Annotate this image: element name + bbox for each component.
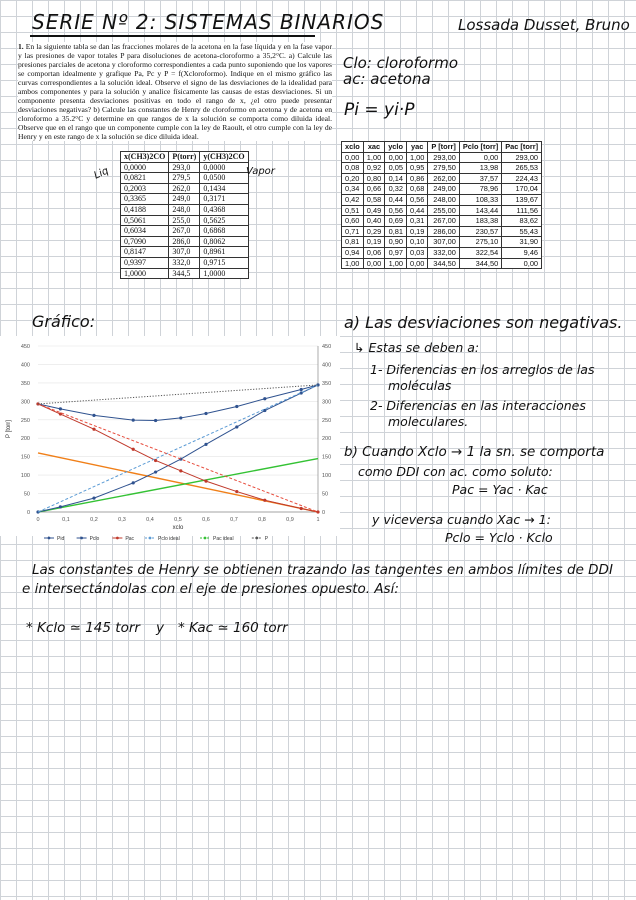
table-cell: 262,0 — [169, 183, 200, 194]
table-cell: 293,00 — [502, 152, 542, 163]
chart-legend — [44, 536, 269, 542]
table-cell: 230,57 — [459, 226, 501, 237]
table-row — [121, 194, 249, 205]
table-cell: 31,90 — [502, 237, 542, 248]
table-cell: 0,95 — [406, 163, 427, 174]
table-cell: 0,08 — [342, 163, 364, 174]
table-cell: 262,00 — [428, 173, 460, 184]
table-cell: 267,00 — [428, 216, 460, 227]
graph-label: Gráfico: — [32, 312, 96, 331]
table-cell: 0,9397 — [121, 257, 169, 268]
x-tick-label: 0,3 — [118, 517, 126, 523]
pressure-chart — [0, 336, 340, 542]
table-cell: 293,00 — [428, 152, 460, 163]
kac-result: * Kac ≃ 160 torr — [178, 620, 288, 636]
y-tick-label: 250 — [20, 417, 30, 424]
table-cell: 0,97 — [385, 247, 407, 258]
table-cell: 0,92 — [363, 163, 384, 174]
data-point — [92, 497, 95, 500]
table-cell: 224,43 — [502, 173, 542, 184]
table-cell: 0,19 — [406, 226, 427, 237]
y-tick-label: 350 — [20, 380, 30, 387]
table-cell: 286,0 — [169, 236, 200, 247]
table-cell: 0,00 — [406, 258, 427, 269]
y-tick-label: 450 — [20, 344, 30, 350]
table-cell: 267,0 — [169, 226, 200, 237]
result-connector: y — [156, 620, 164, 636]
table-cell: 0,2003 — [121, 183, 169, 194]
y-tick-label: 200 — [20, 436, 30, 443]
x-tick-label: 0,6 — [202, 517, 210, 523]
data-point — [204, 412, 207, 415]
table-cell: 275,10 — [459, 237, 501, 248]
table-cell: 0,00 — [342, 152, 364, 163]
data-point — [263, 499, 266, 502]
table-cell: 249,00 — [428, 184, 460, 195]
legend-entry: Pac ideal — [213, 536, 234, 542]
legend-entry: Pid — [57, 536, 65, 542]
table-cell: 0,00 — [459, 152, 501, 163]
table-cell: 1,00 — [342, 258, 364, 269]
data-point — [132, 481, 135, 484]
table-cell: 0,4368 — [200, 204, 248, 215]
column-header: P [torr] — [428, 142, 460, 153]
liquid-label: Liq — [92, 165, 111, 182]
answer-a-line2: 1- Diferencias en los arreglos de las — [370, 362, 595, 377]
table-cell: 0,32 — [385, 184, 407, 195]
table-cell: 55,43 — [502, 226, 542, 237]
table-row — [121, 183, 249, 194]
table-row — [342, 258, 542, 269]
x-tick-label: 0 — [36, 517, 40, 523]
table-cell: 1,0000 — [200, 268, 248, 279]
column-header: y(CH3)2CO — [200, 152, 248, 163]
page-title: SERIE Nº 2: SISTEMAS BINARIOS — [32, 10, 385, 34]
table-cell: 139,67 — [502, 194, 542, 205]
table-cell: 344,5 — [169, 268, 200, 279]
column-header: yac — [406, 142, 427, 153]
table-cell: 37,57 — [459, 173, 501, 184]
legend-entry: Pclo ideal — [158, 536, 180, 542]
table-cell: 0,31 — [406, 216, 427, 227]
title-underline — [30, 35, 315, 37]
y-tick-label: 0 — [26, 510, 30, 516]
table-cell: 111,56 — [502, 205, 542, 216]
table-cell: 322,54 — [459, 247, 501, 258]
table-cell: 344,50 — [459, 258, 501, 269]
table-cell: 0,00 — [385, 152, 407, 163]
table-cell: 255,0 — [169, 215, 200, 226]
legend-entry: Pclo — [89, 536, 100, 542]
data-point — [300, 388, 303, 391]
table-cell: 0,6868 — [200, 226, 248, 237]
table-row — [121, 162, 249, 173]
table-cell: 0,14 — [385, 173, 407, 184]
data-point — [235, 425, 238, 428]
table-cell: 0,81 — [385, 226, 407, 237]
legend-marker — [48, 537, 51, 540]
data-point — [92, 414, 95, 417]
table-row — [342, 184, 542, 195]
table-row — [342, 173, 542, 184]
answer-b-formula: Pac = Yac · Kac — [452, 482, 548, 497]
table-cell: 307,0 — [169, 247, 200, 258]
conclusion-line2: e intersectándolas con el eje de presiones opuesto. Así: — [22, 581, 399, 597]
legend-marker — [149, 537, 152, 540]
table-cell: 1,00 — [406, 152, 427, 163]
table-row — [121, 247, 249, 258]
answer-b-line1: b) Cuando Xclo → 1 la sn. se comporta — [344, 444, 605, 460]
table-row — [342, 163, 542, 174]
y-tick-label-right: 100 — [322, 473, 332, 480]
data-point — [59, 505, 62, 508]
y-tick-label: 300 — [20, 399, 30, 406]
legend-entry: Pac — [125, 536, 135, 542]
data-point — [235, 490, 238, 493]
x-tick-label: 0,9 — [286, 517, 294, 523]
table-cell: 83,62 — [502, 216, 542, 227]
table-cell: 332,00 — [428, 247, 460, 258]
answer-a-line1 — [354, 340, 479, 355]
x-tick-label: 1 — [316, 517, 320, 523]
table-row — [121, 257, 249, 268]
y-tick-label-right: 0 — [322, 510, 326, 516]
table-cell: 1,00 — [385, 258, 407, 269]
table-cell: 0,58 — [363, 194, 384, 205]
table-cell: 279,50 — [428, 163, 460, 174]
vapor-label: Vapor — [246, 166, 275, 177]
column-header: x(CH3)2CO — [121, 152, 169, 163]
table-cell: 0,34 — [342, 184, 364, 195]
problem-number: 1. — [18, 42, 24, 51]
y-axis-label: P [torr] — [6, 420, 12, 438]
table-cell: 1,0000 — [121, 268, 169, 279]
table-cell: 0,05 — [385, 163, 407, 174]
table-cell: 0,8147 — [121, 247, 169, 258]
legend-entry: P — [264, 536, 269, 542]
table-cell: 0,03 — [406, 247, 427, 258]
y-tick-label: 400 — [20, 362, 30, 369]
table-row — [121, 204, 249, 215]
y-tick-label: 50 — [23, 491, 30, 498]
table-cell: 0,3365 — [121, 194, 169, 205]
table-cell: 13,98 — [459, 163, 501, 174]
y-tick-label-right: 200 — [322, 436, 332, 443]
table-cell: 0,80 — [363, 173, 384, 184]
author-name: Lossada Dusset, Bruno — [458, 16, 630, 34]
table-row — [342, 194, 542, 205]
table-cell: 143,44 — [459, 205, 501, 216]
y-tick-label-right: 350 — [322, 380, 332, 387]
y-tick-label-right: 400 — [322, 362, 332, 369]
data-point — [179, 416, 182, 419]
y-tick-label-right: 300 — [322, 399, 332, 406]
table-cell: 183,38 — [459, 216, 501, 227]
table-cell: 1,00 — [363, 152, 384, 163]
note-formula: Pi = yi·P — [344, 100, 415, 120]
table-cell: 0,81 — [342, 237, 364, 248]
note-cloroformo: Clo: cloroformo — [343, 54, 458, 72]
table-cell: 0,44 — [406, 205, 427, 216]
table-cell: 293,0 — [169, 162, 200, 173]
table-cell: 0,3171 — [200, 194, 248, 205]
y-tick-label-right: 450 — [322, 344, 332, 350]
table-cell: 0,94 — [342, 247, 364, 258]
table-cell: 0,71 — [342, 226, 364, 237]
table-row — [342, 205, 542, 216]
table-row — [121, 215, 249, 226]
table-cell: 286,00 — [428, 226, 460, 237]
table-cell: 0,68 — [406, 184, 427, 195]
data-point — [132, 419, 135, 422]
y-tick-label-right: 150 — [322, 454, 332, 461]
column-header: yclo — [385, 142, 407, 153]
table-cell: 9,46 — [502, 247, 542, 258]
table-cell: 0,5061 — [121, 215, 169, 226]
table-cell: 307,00 — [428, 237, 460, 248]
table-cell: 0,66 — [363, 184, 384, 195]
data-point — [59, 407, 62, 410]
table-cell: 0,0000 — [200, 162, 248, 173]
x-tick-label: 0,5 — [174, 517, 182, 523]
table-cell: 344,50 — [428, 258, 460, 269]
answer-a-line3: moléculas — [388, 378, 452, 393]
table-cell: 0,9715 — [200, 257, 248, 268]
answer-a-line5: moleculares. — [388, 414, 469, 429]
table-cell: 0,00 — [363, 258, 384, 269]
legend-marker — [255, 537, 258, 540]
legend-marker — [80, 537, 83, 540]
data-table-calculated — [341, 141, 542, 269]
x-tick-label: 0,1 — [62, 517, 70, 523]
table-cell: 0,20 — [342, 173, 364, 184]
table-cell: 0,0821 — [121, 173, 169, 184]
legend-marker — [116, 537, 119, 540]
table-cell: 0,40 — [363, 216, 384, 227]
table-cell: 0,7090 — [121, 236, 169, 247]
table-cell: 0,0500 — [200, 173, 248, 184]
data-point — [204, 480, 207, 483]
data-point — [263, 397, 266, 400]
column-header: Pclo [torr] — [459, 142, 501, 153]
table-row — [121, 173, 249, 184]
table-header-row — [121, 152, 249, 163]
data-point — [300, 507, 303, 510]
table-row — [121, 268, 249, 279]
data-point — [179, 469, 182, 472]
table-row — [342, 237, 542, 248]
data-point — [154, 470, 157, 473]
table-row — [342, 216, 542, 227]
table-cell: 0,86 — [406, 173, 427, 184]
table-cell: 0,4188 — [121, 204, 169, 215]
x-tick-label: 0,8 — [258, 517, 266, 523]
table-cell: 0,10 — [406, 237, 427, 248]
y-tick-label-right: 250 — [322, 417, 332, 424]
table-cell: 0,19 — [363, 237, 384, 248]
data-point — [132, 448, 135, 451]
answer-a-cause-heading: Estas se deben a: — [368, 340, 480, 355]
data-point — [235, 405, 238, 408]
answer-a-title: a) Las desviaciones son negativas. — [344, 313, 623, 332]
kclo-result: * Kclo ≃ 145 torr — [26, 620, 140, 636]
table-cell: 265,53 — [502, 163, 542, 174]
table-cell: 0,5625 — [200, 215, 248, 226]
table-cell: 0,0000 — [121, 162, 169, 173]
data-point — [92, 428, 95, 431]
table-cell: 0,60 — [342, 216, 364, 227]
table-row — [121, 226, 249, 237]
x-tick-label: 0,2 — [90, 517, 98, 523]
x-tick-label: 0,4 — [146, 517, 154, 523]
x-axis-label: xclo — [172, 525, 184, 531]
x-tick-label: 0,7 — [230, 517, 238, 523]
table-cell: 0,56 — [406, 194, 427, 205]
table-row — [342, 152, 542, 163]
problem-text: En la siguiente tabla se dan las fracciones molares de la acetona en la fase líquida y en la fase vapor y las presiones de vapor totales P para disoluciones de acetona-cloroformo a 35,2°C. a) Calcule las presiones parciales de acetona y cloroformo correspondientes a cada punto suponiendo que los vapores se comportan idealmente y grafique Pa, Pc y P = f(Xcloroformo). Indique en el mismo gráfico las curvas correspondientes a la solución ideal. Observe el signo de las desviaciones de la idealidad para ambos componentes y para la solución y analice físicamente las causas de estas desviaciones. Si un componente presenta desviaciones positivas en todo el rango de x, ¿el otro puede presentar desviaciones negativas? b) Calcule las constantes de Henry de cloroformo en acetona y de acetona en cloroformo a 35.2°C y determine en que rangos de x la solución se comporta como diluida ideal. Observe que en el rango que un componente cumple con la ley de Raoult, el otro cumple con la ley de Henry y en este rango de x la solución se dice diluida ideal. — [18, 42, 332, 141]
legend-marker — [204, 537, 207, 540]
table-cell: 0,06 — [363, 247, 384, 258]
table-cell: 0,69 — [385, 216, 407, 227]
y-tick-label-right: 50 — [322, 491, 329, 498]
answer-b-line2: como DDI con ac. como soluto: — [358, 464, 553, 479]
table-cell: 332,0 — [169, 257, 200, 268]
y-tick-label: 100 — [20, 473, 30, 480]
table-cell: 0,00 — [502, 258, 542, 269]
note-acetona: ac: acetona — [343, 70, 431, 88]
table-cell: 0,90 — [385, 237, 407, 248]
answer-vice-line1: y viceversa cuando Xac → 1: — [372, 512, 551, 527]
table-cell: 0,29 — [363, 226, 384, 237]
table-cell: 0,6034 — [121, 226, 169, 237]
conclusion-line1: Las constantes de Henry se obtienen trazando las tangentes en ambos límites de DDI — [32, 562, 613, 578]
table-cell: 0,44 — [385, 194, 407, 205]
table-cell: 249,0 — [169, 194, 200, 205]
problem-statement — [18, 42, 332, 141]
y-tick-label: 150 — [20, 454, 30, 461]
column-header: xclo — [342, 142, 364, 153]
answer-a-line4: 2- Diferencias en las interacciones — [370, 398, 586, 413]
data-point — [154, 419, 157, 422]
table-row — [342, 226, 542, 237]
table-cell: 0,8062 — [200, 236, 248, 247]
data-point — [204, 443, 207, 446]
column-header: Pac [torr] — [502, 142, 542, 153]
table-row — [121, 236, 249, 247]
table-cell: 248,0 — [169, 204, 200, 215]
arrow-icon: ↳ — [354, 340, 369, 355]
table-cell: 0,42 — [342, 194, 364, 205]
table-cell: 0,49 — [363, 205, 384, 216]
table-cell: 0,51 — [342, 205, 364, 216]
table-cell: 0,56 — [385, 205, 407, 216]
column-header: xac — [363, 142, 384, 153]
table-cell: 255,00 — [428, 205, 460, 216]
table-cell: 279,5 — [169, 173, 200, 184]
table-cell: 108,33 — [459, 194, 501, 205]
table-cell: 170,04 — [502, 184, 542, 195]
table-header-row — [342, 142, 542, 153]
table-cell: 78,96 — [459, 184, 501, 195]
table-row — [342, 247, 542, 258]
table-cell: 248,00 — [428, 194, 460, 205]
data-table-original — [120, 151, 249, 279]
answer-vice-formula: Pclo = Yclo · Kclo — [445, 530, 553, 545]
column-header: P(torr) — [169, 152, 200, 163]
table-cell: 0,1434 — [200, 183, 248, 194]
table-cell: 0,8961 — [200, 247, 248, 258]
